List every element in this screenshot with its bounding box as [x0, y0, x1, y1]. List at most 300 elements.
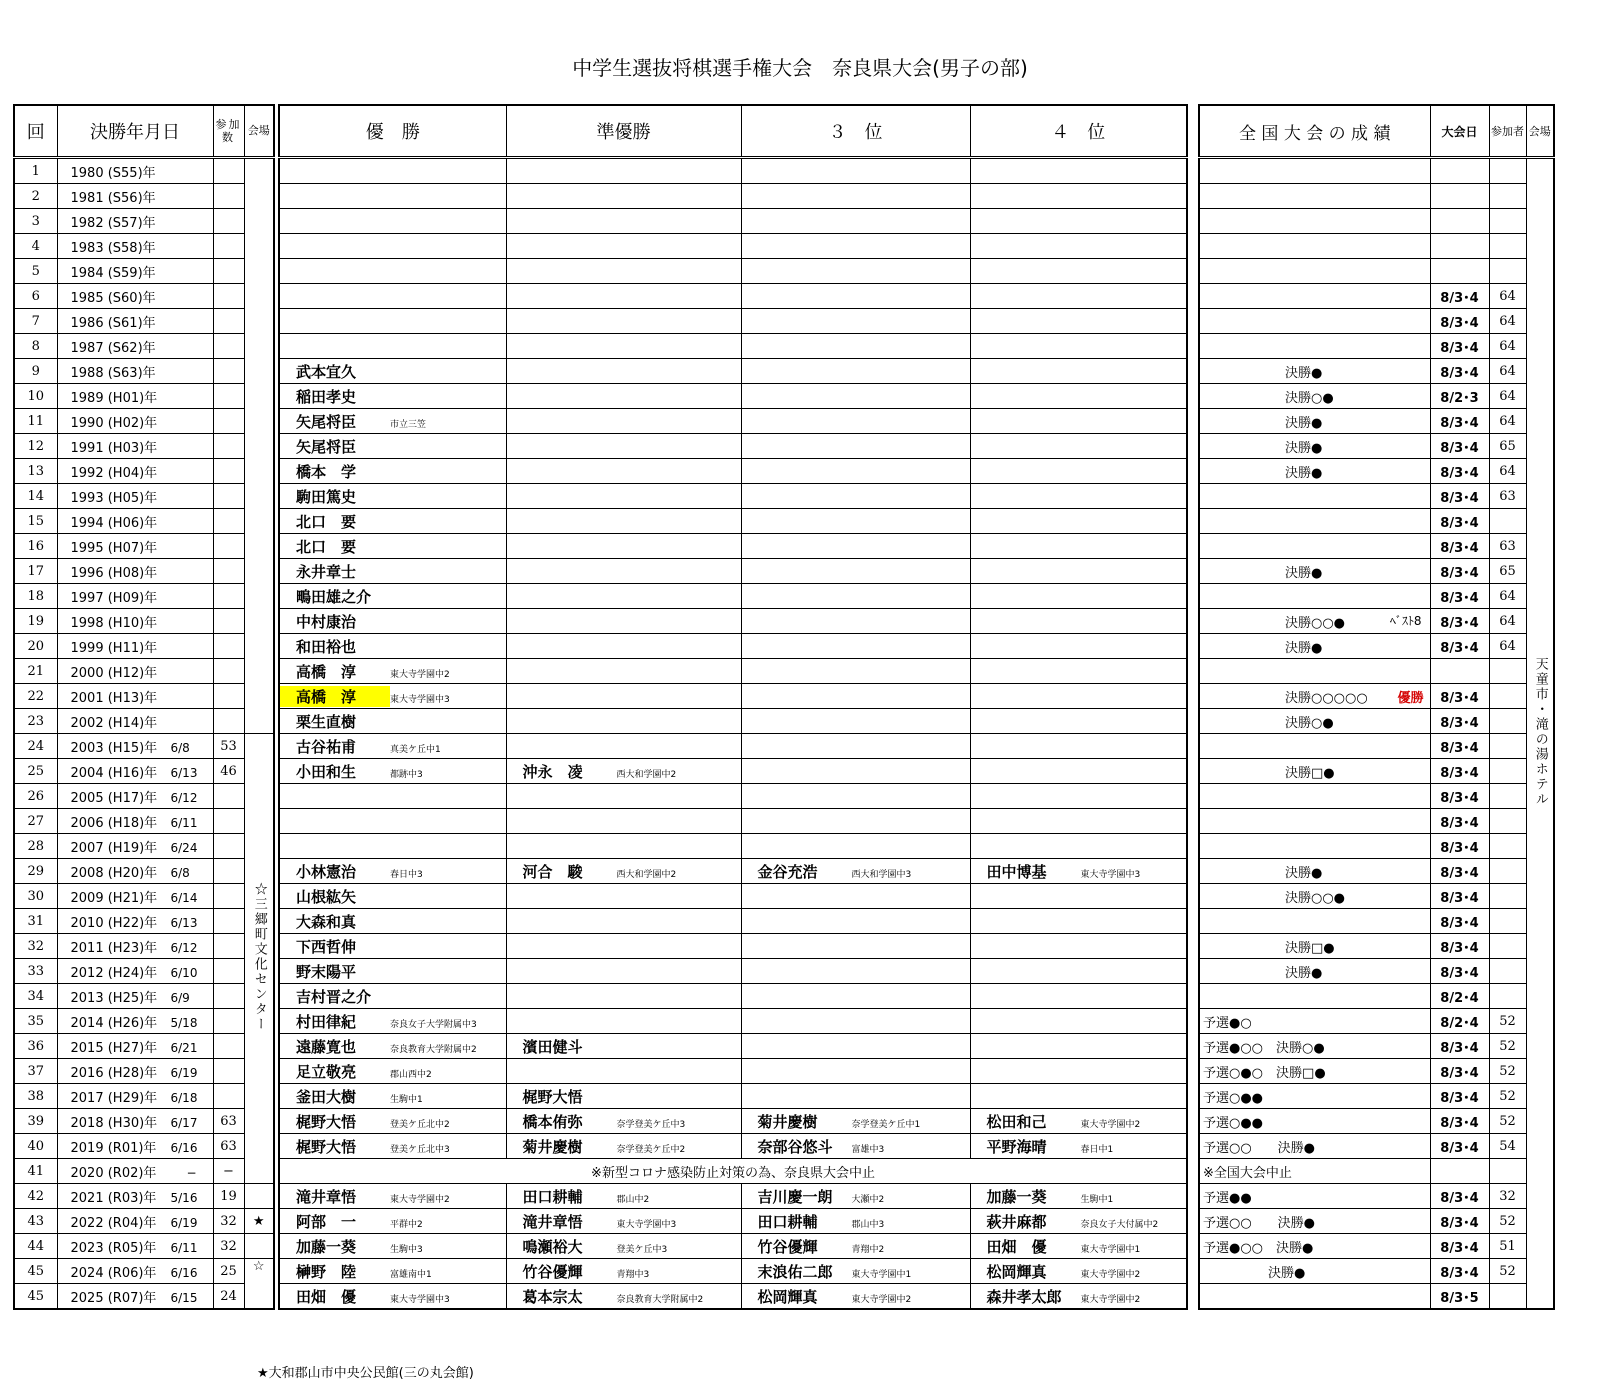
national-result — [1199, 734, 1430, 759]
table-row — [1199, 909, 1554, 934]
national-participants: 65 — [1489, 559, 1526, 584]
venue-sango-cell — [244, 734, 274, 1184]
table-row — [1199, 359, 1554, 384]
round-number: 39 — [14, 1109, 57, 1134]
round-number: 45 — [14, 1284, 57, 1310]
table-row — [279, 1184, 1187, 1209]
header-third: ３ 位 — [741, 105, 970, 158]
place-cell — [970, 1284, 1187, 1310]
place-cell — [279, 1209, 506, 1234]
place-cell — [970, 834, 1187, 859]
player-name: 稲田孝史 — [296, 387, 357, 406]
place-cell — [970, 784, 1187, 809]
national-participants: 32 — [1489, 1184, 1526, 1209]
player-name: 竹谷優輝 — [757, 1237, 818, 1256]
table-row — [279, 209, 1187, 234]
place-cell — [506, 584, 741, 609]
place-cell — [506, 984, 741, 1009]
national-participants — [1489, 1159, 1526, 1184]
participant-count — [213, 1059, 244, 1084]
table-row — [279, 1109, 1187, 1134]
result-win: 優勝 — [1397, 690, 1424, 706]
venue-sango-label: ☆三郷町文化センター — [251, 881, 267, 1032]
participant-count: 46 — [213, 759, 244, 784]
final-date-cell — [57, 259, 213, 284]
final-date-cell — [57, 834, 213, 859]
place-cell — [279, 1059, 506, 1084]
place-cell — [970, 1234, 1187, 1259]
table-row — [1199, 859, 1554, 884]
participant-count — [213, 434, 244, 459]
place-cell — [279, 709, 506, 734]
header-participants: 参加数 — [213, 105, 244, 158]
page-title: 中学生選抜将棋選手権大会 奈良県大会(男子の部) — [572, 56, 1028, 80]
footnote: ★大和郡山市中央公民館(三の丸会館) — [257, 1366, 474, 1381]
table-row — [14, 259, 274, 284]
national-result — [1199, 609, 1430, 634]
national-participants — [1489, 1284, 1526, 1310]
place-cell — [279, 484, 506, 509]
place-cell — [279, 609, 506, 634]
table-row — [1199, 984, 1554, 1009]
table-row — [14, 1109, 274, 1134]
player-name: 濱田健斗 — [522, 1037, 583, 1056]
national-participants: 63 — [1489, 484, 1526, 509]
table-row — [279, 409, 1187, 434]
school-name: 真美ケ丘中1 — [390, 744, 441, 755]
school-name: 生駒中3 — [390, 1244, 423, 1255]
table-row — [279, 1084, 1187, 1109]
player-name: 永井章士 — [296, 562, 357, 581]
table-row — [14, 1084, 274, 1109]
player-name: 奈部谷悠斗 — [757, 1137, 833, 1156]
national-date: 8/3･4 — [1430, 509, 1489, 534]
round-number: 35 — [14, 1009, 57, 1034]
final-date-cell — [57, 509, 213, 534]
result-text: 予選●● — [1203, 1190, 1252, 1206]
final-date-cell — [57, 709, 213, 734]
player-name: 武本宜久 — [296, 362, 357, 381]
place-cell — [506, 1234, 741, 1259]
place-cell — [279, 284, 506, 309]
school-name: 東大寺学園中2 — [390, 669, 450, 680]
year-text: 2003 (H15)年 — [70, 740, 158, 756]
round-number: 30 — [14, 884, 57, 909]
final-date-cell — [57, 809, 213, 834]
national-date: 8/3･4 — [1430, 909, 1489, 934]
result-text: 予選●○○ 決勝● — [1203, 1240, 1314, 1256]
school-name: 平群中2 — [390, 1219, 423, 1230]
school-name: 東大寺学園中2 — [851, 1294, 912, 1305]
place-cell — [741, 684, 970, 709]
final-date-cell — [57, 909, 213, 934]
year-text: 2021 (R03)年 — [70, 1190, 157, 1206]
place-cell — [279, 859, 506, 884]
round-number: 25 — [14, 759, 57, 784]
year-text: 2002 (H14)年 — [70, 715, 158, 731]
player-name: 田口耕輔 — [757, 1212, 818, 1231]
school-name: 春日中1 — [1080, 1144, 1114, 1155]
national-participants: 63 — [1489, 534, 1526, 559]
year-text: 2000 (H12)年 — [70, 665, 158, 681]
table-row — [1199, 1009, 1554, 1034]
final-date-cell — [57, 1034, 213, 1059]
table-row — [279, 1134, 1187, 1159]
final-date-cell — [57, 1209, 213, 1234]
result-text: 予選●○○ 決勝○● — [1203, 1040, 1325, 1056]
place-cell — [970, 209, 1187, 234]
table-row — [1199, 259, 1554, 284]
national-participants: 64 — [1489, 284, 1526, 309]
place-cell — [741, 509, 970, 534]
table-row — [279, 509, 1187, 534]
year-text: 1992 (H04)年 — [70, 465, 158, 481]
table-row — [14, 1059, 274, 1084]
place-cell — [279, 1009, 506, 1034]
place-cell — [279, 259, 506, 284]
table-row — [14, 1159, 274, 1184]
table-row — [14, 834, 274, 859]
national-result — [1199, 909, 1430, 934]
year-text: 2025 (R07)年 — [70, 1290, 157, 1306]
table-row — [1199, 609, 1554, 634]
table-row — [14, 959, 274, 984]
place-cell — [506, 1059, 741, 1084]
place-cell — [970, 1059, 1187, 1084]
table-row — [14, 509, 274, 534]
player-name: 滝井章悟 — [296, 1187, 357, 1206]
national-result — [1199, 884, 1430, 909]
national-participants: 64 — [1489, 634, 1526, 659]
participant-count — [213, 909, 244, 934]
national-participants — [1489, 809, 1526, 834]
player-name: 鳴瀬裕大 — [522, 1237, 583, 1256]
participant-count — [213, 1009, 244, 1034]
place-cell — [970, 1184, 1187, 1209]
national-participants: 51 — [1489, 1234, 1526, 1259]
table-row — [1199, 284, 1554, 309]
place-cell — [741, 359, 970, 384]
place-cell — [279, 1034, 506, 1059]
table-row — [14, 434, 274, 459]
school-name: 東大寺学園中3 — [616, 1219, 677, 1230]
table-row — [14, 709, 274, 734]
school-name: 東大寺学園中2 — [1080, 1269, 1141, 1280]
final-date: 5/18 — [170, 1015, 198, 1030]
final-date-cell — [57, 1234, 213, 1259]
place-cell — [506, 834, 741, 859]
national-participants — [1489, 934, 1526, 959]
year-text: 1985 (S60)年 — [70, 290, 156, 306]
national-participants: 52 — [1489, 1034, 1526, 1059]
round-number: 44 — [14, 1234, 57, 1259]
place-cell — [506, 384, 741, 409]
national-date: 8/2･3 — [1430, 384, 1489, 409]
national-date: 8/2･4 — [1430, 1009, 1489, 1034]
round-number: 5 — [14, 259, 57, 284]
player-name: 河合 駿 — [522, 862, 583, 881]
national-participants: 54 — [1489, 1134, 1526, 1159]
national-result — [1199, 484, 1430, 509]
round-number: 40 — [14, 1134, 57, 1159]
place-cell — [279, 684, 506, 709]
school-name: 郡山西中2 — [390, 1069, 432, 1080]
final-date-cell — [57, 1059, 213, 1084]
place-cell — [741, 809, 970, 834]
final-date: 6/8 — [170, 865, 190, 880]
player-name: 吉村晋之介 — [296, 987, 372, 1006]
player-name: 和田裕也 — [296, 637, 357, 656]
place-cell — [506, 1259, 741, 1284]
national-result — [1199, 309, 1430, 334]
place-cell — [741, 1084, 970, 1109]
final-date-cell — [57, 309, 213, 334]
place-cell — [741, 434, 970, 459]
round-number: 42 — [14, 1184, 57, 1209]
place-cell — [970, 659, 1187, 684]
place-cell — [741, 1234, 970, 1259]
place-cell — [741, 759, 970, 784]
table-row — [14, 158, 274, 184]
player-name: 野末陽平 — [296, 962, 357, 981]
place-cell — [741, 1209, 970, 1234]
place-cell — [741, 709, 970, 734]
place-cell — [279, 459, 506, 484]
national-date — [1430, 184, 1489, 209]
place-cell — [506, 234, 741, 259]
place-cell — [741, 1284, 970, 1310]
table-row — [14, 284, 274, 309]
header-fourth: ４ 位 — [970, 105, 1187, 158]
year-text: 2006 (H18)年 — [70, 815, 158, 831]
table-row — [279, 484, 1187, 509]
player-name: 阿部 一 — [296, 1212, 357, 1231]
table-row — [14, 1284, 274, 1310]
year-text: 1995 (H07)年 — [70, 540, 158, 556]
final-date: 6/18 — [170, 1090, 198, 1105]
school-name: 奈学登美ケ丘中1 — [851, 1119, 921, 1130]
player-name: 下西哲伸 — [296, 937, 357, 956]
round-number: 14 — [14, 484, 57, 509]
year-text: 2004 (H16)年 — [70, 765, 158, 781]
table-row — [279, 784, 1187, 809]
table-row — [1199, 484, 1554, 509]
year-text: 2012 (H24)年 — [70, 965, 158, 981]
table-row — [14, 359, 274, 384]
national-result — [1199, 634, 1430, 659]
table-row — [14, 484, 274, 509]
year-text: 1989 (H01)年 — [70, 390, 158, 406]
round-number: 18 — [14, 584, 57, 609]
national-date — [1430, 1159, 1489, 1184]
participant-count — [213, 634, 244, 659]
place-cell — [741, 934, 970, 959]
final-date: 6/16 — [170, 1140, 198, 1155]
participant-count — [213, 709, 244, 734]
place-cell — [970, 634, 1187, 659]
final-date-cell — [57, 409, 213, 434]
national-date: 8/3･4 — [1430, 809, 1489, 834]
round-number: 12 — [14, 434, 57, 459]
national-date: 8/3･4 — [1430, 784, 1489, 809]
place-cell — [506, 484, 741, 509]
round-number: 10 — [14, 384, 57, 409]
round-number: 36 — [14, 1034, 57, 1059]
result-text: 決勝● — [1285, 365, 1323, 381]
year-text: 2001 (H13)年 — [70, 690, 158, 706]
table-row — [279, 834, 1187, 859]
national-participants — [1489, 509, 1526, 534]
national-date: 8/3･4 — [1430, 709, 1489, 734]
round-number: 1 — [14, 158, 57, 184]
participant-count: 63 — [213, 1134, 244, 1159]
national-result — [1199, 809, 1430, 834]
place-cell — [506, 684, 741, 709]
national-participants: 64 — [1489, 584, 1526, 609]
national-result — [1199, 359, 1430, 384]
school-name: 都跡中3 — [390, 769, 423, 780]
table-row — [279, 759, 1187, 784]
place-cell — [279, 509, 506, 534]
place-cell — [970, 609, 1187, 634]
player-name: 古谷祐甫 — [296, 737, 357, 756]
table-row — [279, 909, 1187, 934]
place-cell — [970, 1209, 1187, 1234]
final-date-cell — [57, 759, 213, 784]
national-date — [1430, 234, 1489, 259]
national-result — [1199, 859, 1430, 884]
table-row — [14, 934, 274, 959]
national-date: 8/3･4 — [1430, 1234, 1489, 1259]
header-second: 準優勝 — [506, 105, 741, 158]
table-row — [14, 1009, 274, 1034]
place-cell — [506, 884, 741, 909]
final-date: 6/12 — [170, 940, 198, 955]
national-date: 8/3･4 — [1430, 434, 1489, 459]
place-cell — [741, 1059, 970, 1084]
player-name: 大森和真 — [296, 912, 357, 931]
national-date: 8/3･4 — [1430, 1084, 1489, 1109]
national-participants: 65 — [1489, 434, 1526, 459]
national-participants: 64 — [1489, 309, 1526, 334]
school-name: 富雄南中1 — [390, 1269, 432, 1280]
place-cell — [741, 384, 970, 409]
school-name: 奈良女子大付属中2 — [1080, 1219, 1159, 1230]
participant-count — [213, 1084, 244, 1109]
participant-count — [213, 784, 244, 809]
table-row — [14, 459, 274, 484]
result-text: 決勝○○● — [1285, 890, 1346, 906]
national-participants: 64 — [1489, 384, 1526, 409]
school-name: 郡山中2 — [616, 1194, 650, 1205]
year-text: 1984 (S59)年 — [70, 265, 156, 281]
result-text: 決勝□● — [1285, 765, 1335, 781]
national-result — [1199, 1284, 1430, 1310]
participant-count — [213, 359, 244, 384]
school-name: 西大和学園中2 — [616, 869, 677, 880]
round-number: 15 — [14, 509, 57, 534]
national-result — [1199, 434, 1430, 459]
year-text: 1988 (S63)年 — [70, 365, 156, 381]
national-date — [1430, 209, 1489, 234]
final-date: 6/19 — [170, 1215, 198, 1230]
table-row — [279, 384, 1187, 409]
table-row — [279, 859, 1187, 884]
national-participants — [1489, 909, 1526, 934]
table-row — [1199, 234, 1554, 259]
player-name: 梶野大悟 — [296, 1137, 357, 1156]
national-result — [1199, 259, 1430, 284]
national-date: 8/3･4 — [1430, 1034, 1489, 1059]
table-row — [14, 209, 274, 234]
year-text: 1996 (H08)年 — [70, 565, 158, 581]
final-date-cell — [57, 534, 213, 559]
table-row — [14, 1234, 274, 1259]
year-text: 2016 (H28)年 — [70, 1065, 158, 1081]
national-result — [1199, 584, 1430, 609]
place-cell — [506, 809, 741, 834]
player-name: 北口 要 — [296, 512, 357, 531]
final-date-cell — [57, 859, 213, 884]
final-date-cell — [57, 158, 213, 184]
place-cell — [506, 959, 741, 984]
table-row — [1199, 1059, 1554, 1084]
year-text: 1983 (S58)年 — [70, 240, 156, 256]
round-number: 34 — [14, 984, 57, 1009]
table-row — [279, 284, 1187, 309]
table-row — [14, 609, 274, 634]
national-participants — [1489, 984, 1526, 1009]
year-text: 1990 (H02)年 — [70, 415, 158, 431]
participant-count — [213, 384, 244, 409]
school-name: 春日中3 — [390, 869, 423, 880]
place-cell — [279, 409, 506, 434]
final-date-cell — [57, 384, 213, 409]
place-cell — [506, 209, 741, 234]
year-text: 2024 (R06)年 — [70, 1265, 157, 1281]
player-name: 足立敬亮 — [296, 1062, 357, 1081]
table-row — [1199, 784, 1554, 809]
table-row — [1199, 759, 1554, 784]
year-text: 2009 (H21)年 — [70, 890, 158, 906]
national-participants: 64 — [1489, 359, 1526, 384]
participant-count — [213, 809, 244, 834]
table-row — [14, 984, 274, 1009]
school-name: 登美ケ丘北中2 — [390, 1119, 450, 1130]
round-number: 3 — [14, 209, 57, 234]
covid-national: ※全国大会中止 — [1203, 1165, 1292, 1181]
place-cell — [506, 459, 741, 484]
player-name: 矢尾将臣 — [296, 412, 357, 431]
table-row — [279, 1284, 1187, 1310]
year-text: 1997 (H09)年 — [70, 590, 158, 606]
table-row — [1199, 934, 1554, 959]
participant-count: 32 — [213, 1234, 244, 1259]
final-date: 6/11 — [170, 815, 198, 830]
player-name: 橋本 学 — [296, 462, 357, 481]
place-cell — [741, 1259, 970, 1284]
table-row — [14, 784, 274, 809]
player-name: 小田和生 — [296, 762, 357, 781]
year-text: 2010 (H22)年 — [70, 915, 158, 931]
table-row — [279, 684, 1187, 709]
table-row — [279, 184, 1187, 209]
final-date-cell — [57, 1159, 213, 1184]
table-row — [1199, 1259, 1554, 1284]
participant-count — [213, 884, 244, 909]
table-row — [1199, 1209, 1554, 1234]
round-number: 31 — [14, 909, 57, 934]
